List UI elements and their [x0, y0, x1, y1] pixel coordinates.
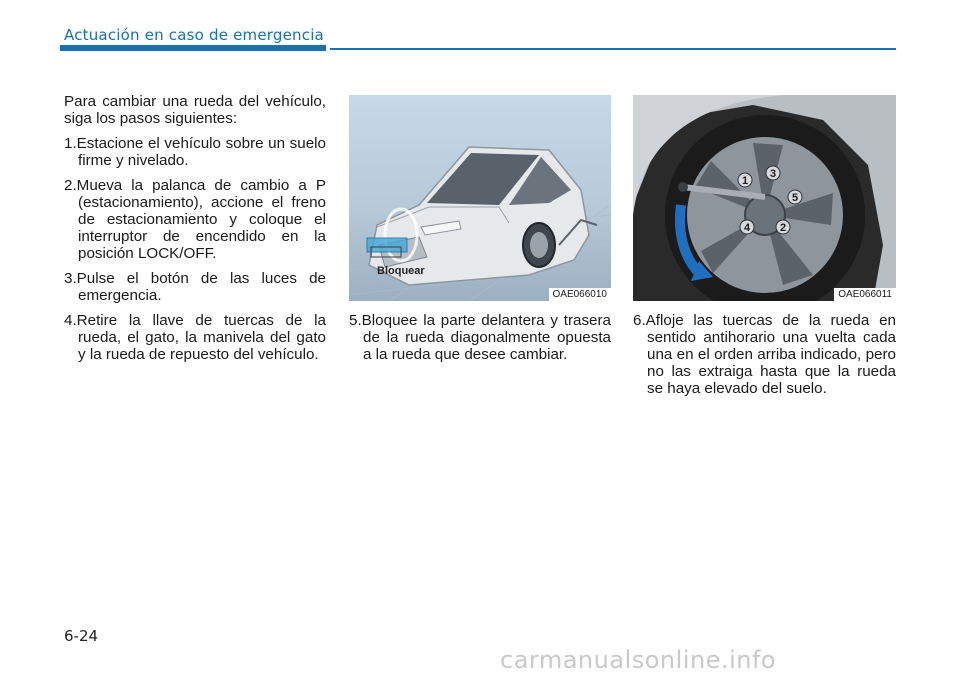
- figure-code-2: OAE066011: [834, 288, 896, 301]
- figure-wheel-nuts: [633, 95, 896, 301]
- step-2: 2.Mueva la palanca de cambio a P (estacionamiento), accione el freno de estacionamiento y coloque el interruptor de encendido en la posición LOCK/OFF.: [64, 177, 326, 262]
- step-6: 6.Afloje las tuercas de la rueda en sentido antihorario una vuelta cada una en el orden arriba indicado, pero no las extraiga hasta que la rueda se haya elevado del suelo.: [633, 312, 896, 397]
- intro-paragraph: Para cambiar una rueda del vehículo, siga los pasos siguientes:: [64, 93, 326, 127]
- wheel-illustration: [633, 95, 896, 301]
- text-column-3: [633, 312, 896, 405]
- page-number: 6-24: [64, 627, 99, 645]
- section-title: Actuación en caso de emergencia: [64, 26, 324, 44]
- figure-car-chocks: [349, 95, 611, 301]
- step-5: 5.Bloquee la parte delantera y trasera de la rueda diagonalmente opuesta a la rueda que desee cambiar.: [349, 312, 611, 363]
- nut-label-2: 2: [779, 222, 787, 234]
- watermark: carmanualsonline.info: [500, 646, 777, 674]
- figure-code-1: OAE066010: [549, 288, 612, 301]
- step-3: 3.Pulse el botón de las luces de emergencia.: [64, 270, 326, 304]
- nut-label-5: 5: [791, 192, 799, 204]
- text-column-2: [349, 312, 611, 371]
- chock-label: Bloquear: [377, 265, 425, 277]
- step-4: 4.Retire la llave de tuercas de la rueda, el gato, la manivela del gato y la rueda de repuesto del vehículo.: [64, 312, 326, 363]
- nut-label-1: 1: [741, 175, 749, 187]
- nut-label-4: 4: [743, 222, 751, 234]
- text-column-1: [64, 93, 326, 371]
- header-rule-thick: [60, 45, 326, 51]
- header-rule-thin: [330, 48, 896, 50]
- nut-label-3: 3: [769, 168, 777, 180]
- step-1: 1.Estacione el vehículo sobre un suelo firme y nivelado.: [64, 135, 326, 169]
